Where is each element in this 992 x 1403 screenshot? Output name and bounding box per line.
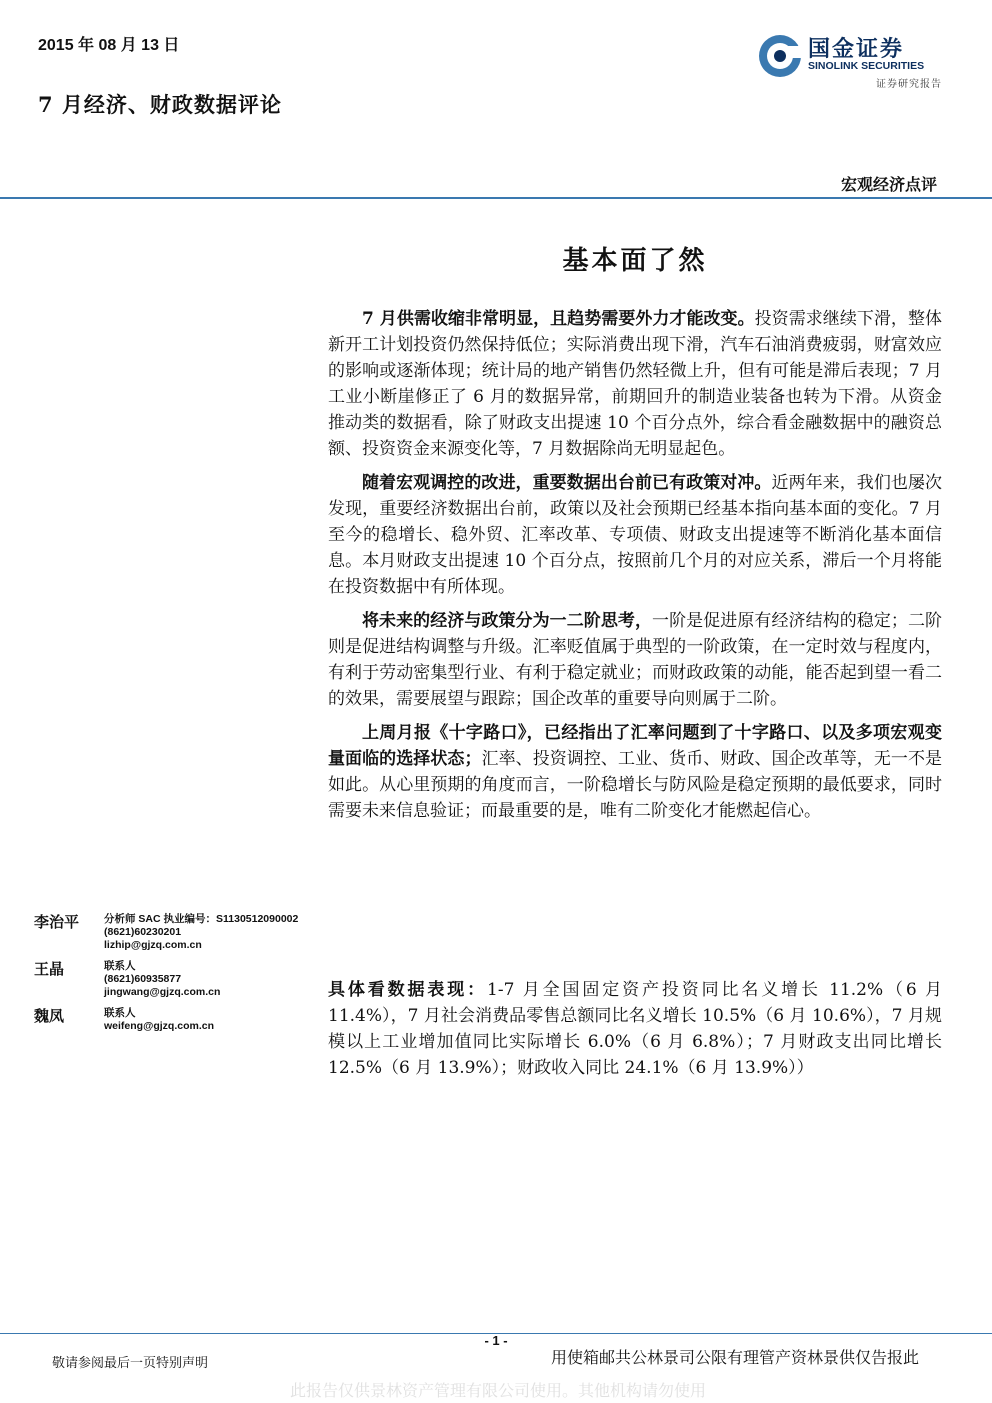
details-lead: 具体看数据表现： [328, 980, 488, 1000]
analyst-role: 联系人 [104, 960, 136, 972]
page-number: - 1 - [484, 1333, 508, 1348]
analyst-name: 王晶 [34, 960, 65, 978]
analyst-role: 联系人 [104, 1007, 136, 1019]
analyst-name: 魏凤 [34, 1007, 65, 1025]
analyst-role: 分析师 SAC 执业编号：S1130512090002 [104, 913, 299, 925]
analyst-info [104, 913, 298, 952]
paragraph-lead: 7 月供需收缩非常明显，且趋势需要外力才能改变。 [362, 309, 755, 329]
paragraph-lead: 上周月报《十字路口》，已经指出了汇率问题到了十字路口、以及多项宏观变量面临的选择状态； [328, 723, 942, 769]
footer-note: 用使箱邮共公林景司公限有理管产资林景供仅告报此 [551, 1348, 920, 1367]
paragraph-text: 投资需求继续下滑，整体新开工计划投资仍然保持低位；实际消费出现下滑，汽车石油消费疲弱，财富效应的影响或逐渐体现；统计局的地产销售仍然轻微上升，但有可能是滞后表现；7 月工业小断崖修正了 6 月的数据异常，前期回升的制造业装备也转为下滑。从资金推动类的数据看，除了财政支出提速 10 个百分点外，综合看金融数据中的融资总额、投资资金来源变化等，7 月数据除尚无明显起色。 [328, 309, 943, 459]
paragraph-text: 汇率、投资调控、工业、货币、财政、国企改革等，无一不是如此。从心里预期的角度而言，一阶稳增长与防风险是稳定预期的最低要求，同时需要未来信息验证；而最重要的是，唯有二阶变化才能燃起信心。 [328, 749, 943, 821]
brand-tag: 证券研究报告 [876, 79, 942, 90]
analyst-email[interactable]: jingwang@gjzq.com.cn [104, 986, 221, 998]
analyst-email[interactable]: lizhip@gjzq.com.cn [104, 939, 202, 951]
paragraph [328, 306, 942, 462]
report-category: 宏观经济点评 [840, 175, 937, 194]
analyst-name: 李治平 [34, 913, 80, 931]
report-body [328, 306, 942, 832]
brand-name-en: SINOLINK SECURITIES [808, 60, 925, 72]
paragraph-lead: 随着宏观调控的改进，重要数据出台前已有政策对冲。 [362, 473, 772, 493]
paragraph [328, 608, 942, 712]
analyst-phone: (8621)60230201 [104, 926, 182, 938]
paragraph [328, 470, 942, 600]
details-text: 1-7 月全国固定资产投资同比名义增长 11.2%（6 月 11.4%），7 月社会消费品零售总额同比名义增长 10.5%（6 月 10.6%），7 月规模以上工业增加值同比实际增长 6.0%（6 月 6.8%）；7 月财政支出同比增长 12.5%（6 月 13.9%）；财政收入同比 24.1%（6 月 13.9%）） [328, 980, 942, 1078]
analyst-email[interactable]: weifeng@gjzq.com.cn [104, 1020, 214, 1032]
sinolink-logo-icon [756, 32, 804, 80]
analyst-info [104, 1007, 214, 1033]
analyst-info [104, 960, 220, 999]
analyst-phone: (8621)60935877 [104, 973, 182, 985]
data-details [328, 977, 942, 1081]
paragraph-text: 近两年来，我们也屡次发现，重要经济数据出台前，政策以及社会预期已经基本指向基本面的变化。7 月至今的稳增长、稳外贸、汇率改革、专项债、财政支出提速等不断消化基本面信息。本月财政支出提速 10 个百分点，按照前几个月的对应关系，滞后一个月将能在投资数据中有所体现。 [328, 473, 942, 597]
report-subtitle: 7 月经济、财政数据评论 [38, 92, 282, 117]
footer-disclaimer: 敬请参阅最后一页特别声明 [52, 1356, 209, 1371]
brand-name-cn: 国金证券 [808, 37, 905, 62]
brand-logo [756, 30, 946, 92]
paragraph-text: 一阶是促进原有经济结构的稳定；二阶则是促进结构调整与升级。汇率贬值属于典型的一阶政策，在一定时效与程度内，有利于劳动密集型行业、有利于稳定就业；而财政政策的动能，能否起到望一看二的效果，需要展望与跟踪；国企改革的重要导向则属于二阶。 [328, 611, 943, 709]
header-divider [0, 197, 992, 199]
footer-watermark: 此报告仅供景林资产管理有限公司使用。其他机构请勿使用 [290, 1381, 707, 1400]
paragraph [328, 720, 942, 824]
report-date: 2015 年 08 月 13 日 [38, 37, 180, 54]
paragraph-lead: 将未来的经济与政策分为一二阶思考， [362, 611, 653, 631]
report-title: 基本面了然 [562, 246, 708, 276]
